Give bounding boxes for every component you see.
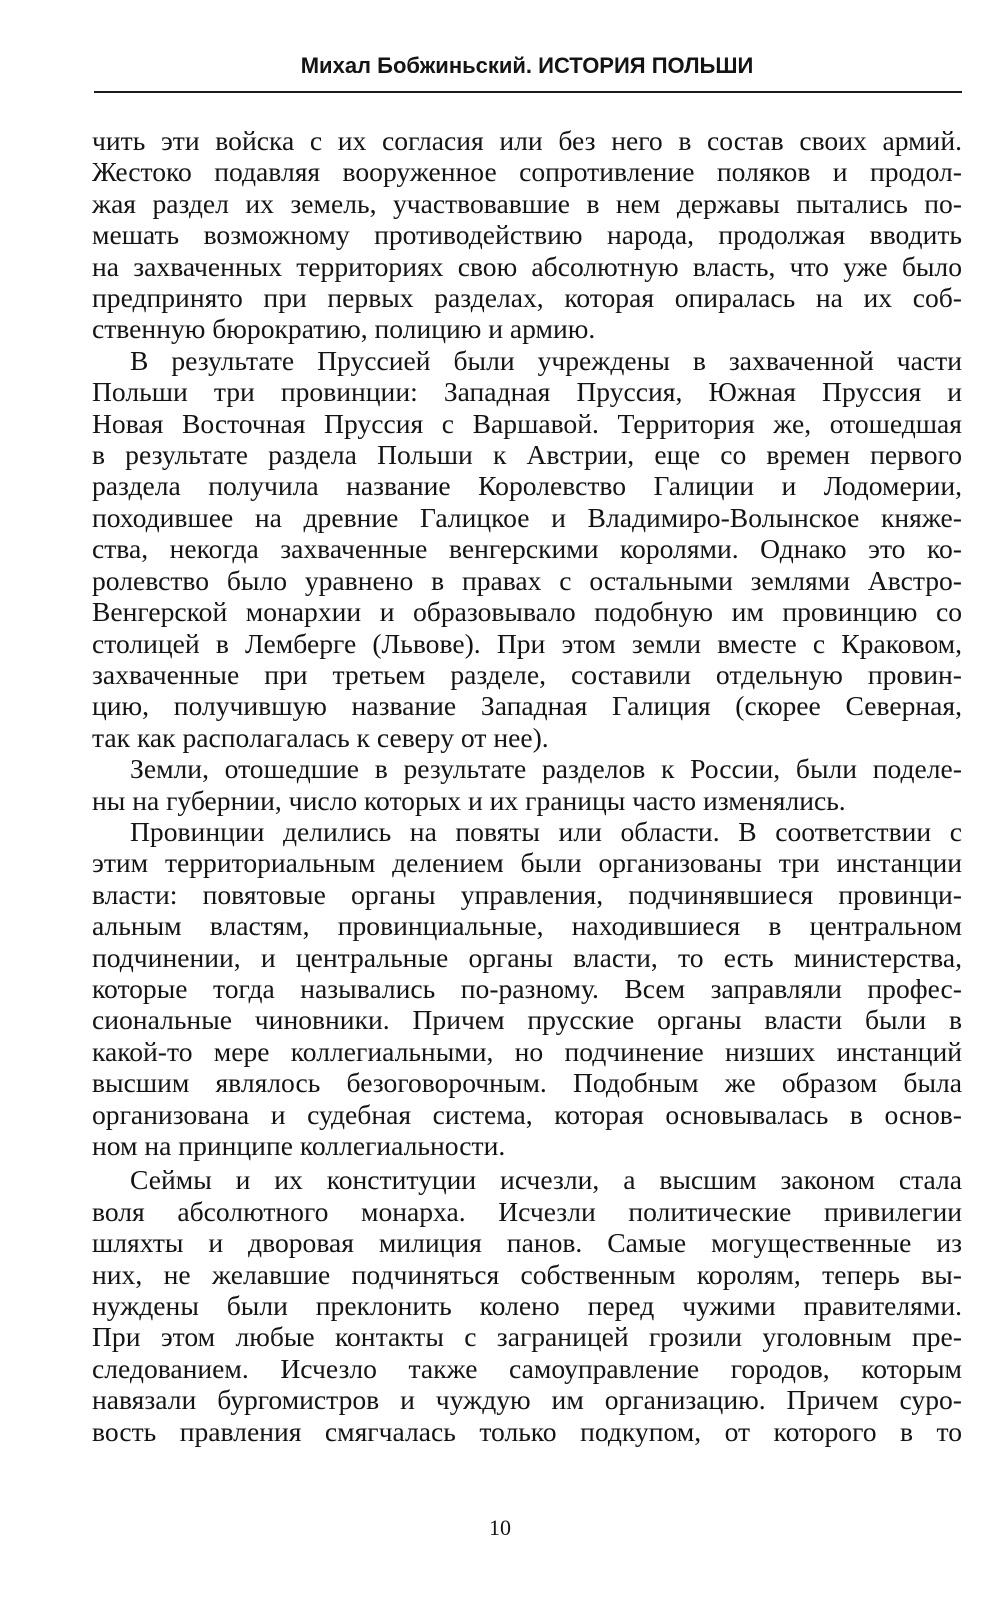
text-line: предпринято при первых разделах, которая опиралась на их соб- [92,282,962,314]
text-line: воля абсолютного монарха. Исчезли политические привилегии [92,1195,962,1227]
text-line: ролевство было уравнено в правах с остальными землями Австро- [92,564,962,596]
text-line: цию, получившую название Западная Галиция (скорее Северная, [92,690,962,722]
text-line: ном на принципе коллегиальности. [92,1130,506,1161]
paragraph-1 [92,125,962,345]
body-text [92,125,962,1447]
text-line: Венгерской монархии и образовывало подобную им провинцию со [92,596,962,628]
text-line: подчинении, и центральные органы власти, то есть министерства, [92,941,962,973]
running-header: Михал Бобжиньский. ИСТОРИЯ ПОЛЬШИ [300,53,754,78]
text-line: альным властям, провинциальные, находившиеся в центральном [92,910,962,942]
text-line: столицей в Лемберге (Львове). При этом земли вместе с Краковом, [92,627,962,659]
text-line: Жестоко подавляя вооруженное сопротивление поляков и продол- [92,156,962,188]
text-line: так как располагалась к северу от нее). [92,721,549,753]
text-line: которые тогда назывались по-разному. Всем заправляли профес- [92,972,962,1004]
text-line: В результате Пруссией были учреждены в захваченной части [130,344,962,376]
text-line: Польши три провинции: Западная Пруссия, Южная Пруссия и [92,376,962,408]
text-line: сиональные чиновники. Причем прусские органы власти были в [92,1004,962,1036]
text-line: организована и судебная система, которая основывалась в основ- [92,1098,962,1130]
text-line: этим территориальным делением были организованы три инстанции [92,847,962,879]
text-line: следованием. Исчезло также самоуправление городов, которым [92,1352,962,1384]
text-line: При этом любые контакты с заграницей грозили уголовным пре- [92,1321,962,1353]
text-line: Новая Восточная Пруссия с Варшавой. Территория же, отошедшая [92,407,962,439]
text-line: вость правления смягчалась только подкупом, от которого в то [92,1415,962,1447]
text-line: раздела получила название Королевство Галиции и Лодомерии, [92,470,962,502]
paragraph-2 [92,345,962,753]
text-line: захваченные при третьем разделе, составили отдельную провин- [92,658,962,690]
text-line: Земли, отошедшие в результате разделов к России, были поделе- [130,753,962,785]
text-line: власти: повятовые органы управления, подчинявшиеся провинци- [92,878,962,910]
text-line: в результате раздела Польши к Австрии, еще со времен первого [92,439,962,471]
text-line: нуждены были преклонить колено перед чужими правителями. [92,1290,962,1322]
text-line: Сеймы и их конституции исчезли, а высшим законом стала [130,1164,962,1196]
paragraph-4 [92,816,962,1161]
text-line: Провинции делились на повяты или области. В соответствии с [130,815,962,847]
paragraph-5 [92,1164,962,1447]
text-line: чить эти войска с их согласия или без него в состав своих армий. [92,125,962,156]
header-rule [94,91,962,93]
text-line: походившее на древние Галицкое и Владимиро-Волынское княже- [92,501,962,533]
text-line: ственную бюрократию, полицию и армию. [92,313,596,345]
text-line: жая раздел их земель, участвовавшие в нем державы пытались по- [92,187,962,219]
text-line: какой-то мере коллегиальными, но подчинение низших инстанций [92,1035,962,1067]
text-line: навязали бургомистров и чуждую им организацию. Причем суро- [92,1384,962,1416]
text-line: на захваченных территориях свою абсолютную власть, что уже было [92,250,962,282]
text-line: шляхты и дворовая милиция панов. Самые могущественные из [92,1227,962,1259]
paragraph-3 [92,753,962,816]
text-line: высшим являлось безоговорочным. Подобным же образом была [92,1067,962,1099]
text-line: мешать возможному противодействию народа, продолжая вводить [92,219,962,251]
text-line: них, не желавшие подчиняться собственным королям, теперь вы- [92,1258,962,1290]
text-line: ства, некогда захваченные венгерскими королями. Однако это ко- [92,533,962,565]
text-line: ны на губернии, число которых и их границы часто изменялись. [92,784,846,816]
page-number: 10 [489,1515,511,1540]
